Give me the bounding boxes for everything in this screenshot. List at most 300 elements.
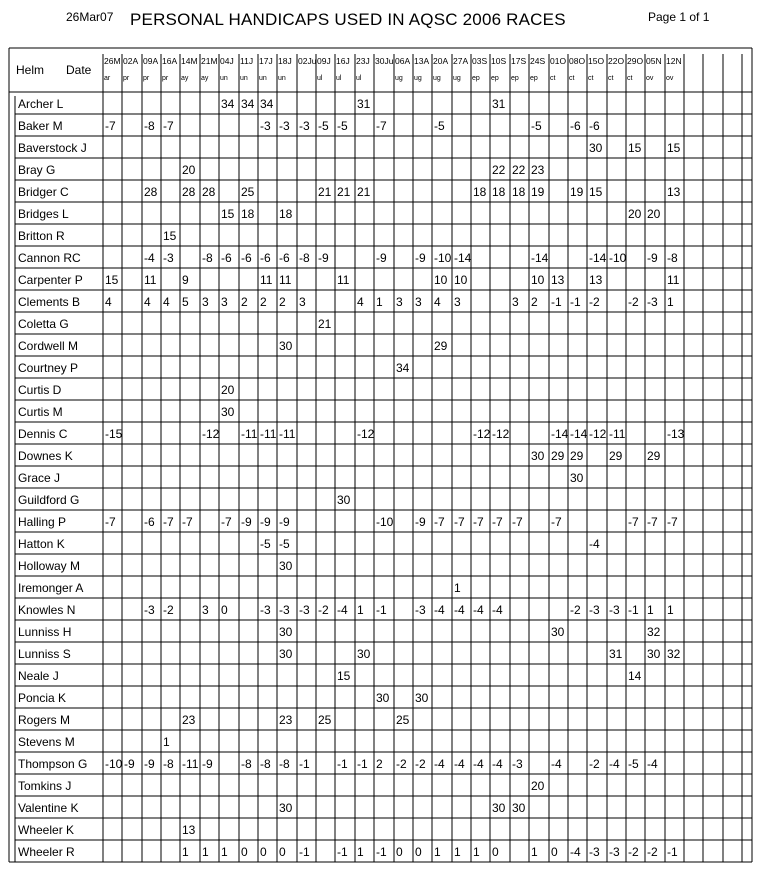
- handicap-cell: -7: [376, 119, 387, 133]
- handicap-cell: 25: [241, 185, 255, 199]
- handicap-cell: -3: [647, 295, 658, 309]
- handicap-cell: -5: [260, 537, 271, 551]
- race-date-header: 14M: [181, 56, 198, 66]
- handicap-cell: -10: [105, 757, 123, 771]
- handicap-cell: -1: [299, 845, 310, 859]
- handicap-cell: 3: [512, 295, 519, 309]
- handicap-cell: 3: [415, 295, 422, 309]
- race-date-header: 03S: [472, 56, 488, 66]
- handicap-cell: 20: [221, 383, 235, 397]
- race-date-header-suffix: ul: [356, 75, 362, 82]
- handicap-cell: 1: [357, 845, 364, 859]
- helm-name: Bray G: [18, 163, 56, 177]
- handicap-cell: 1: [667, 603, 674, 617]
- handicap-cell: -4: [551, 757, 562, 771]
- race-date-header: 16J: [336, 56, 350, 66]
- handicap-cell: -2: [570, 603, 581, 617]
- handicap-cell: -3: [279, 603, 290, 617]
- helm-name: Baker M: [18, 119, 63, 133]
- handicap-cell: 4: [357, 295, 364, 309]
- handicap-cell: 30: [531, 449, 545, 463]
- handicap-cell: 28: [202, 185, 216, 199]
- race-date-header: 29O: [627, 56, 644, 66]
- handicap-cell: -2: [589, 295, 600, 309]
- race-date-header: 10S: [491, 56, 507, 66]
- handicap-cell: 32: [667, 647, 681, 661]
- handicap-cell: 15: [163, 229, 177, 243]
- helm-name: Clements B: [18, 295, 81, 309]
- handicap-cell: -8: [667, 251, 678, 265]
- handicap-cell: -1: [357, 757, 368, 771]
- helm-name: Lunniss H: [18, 625, 72, 639]
- handicap-cell: 2: [376, 757, 383, 771]
- handicap-cell: 10: [434, 273, 448, 287]
- race-date-header: 27A: [453, 56, 469, 66]
- handicap-cell: -7: [667, 515, 678, 529]
- race-date-header: 04J: [220, 56, 234, 66]
- handicap-cell: 30: [279, 801, 293, 815]
- race-date-header: 17S: [511, 56, 527, 66]
- handicap-cell: -9: [124, 757, 135, 771]
- handicap-cell: 23: [279, 713, 293, 727]
- handicap-cell: 21: [337, 185, 351, 199]
- handicap-cell: 30: [221, 405, 235, 419]
- handicap-cell: 30: [415, 691, 429, 705]
- handicap-cell: 23: [531, 163, 545, 177]
- handicap-cell: 15: [105, 273, 119, 287]
- handicap-cell: -6: [279, 251, 290, 265]
- handicap-cell: 0: [221, 603, 228, 617]
- race-date-header-suffix: ay: [201, 75, 209, 82]
- handicap-cell: -4: [492, 603, 503, 617]
- handicap-cell: 5: [182, 295, 189, 309]
- handicap-cell: 22: [492, 163, 506, 177]
- handicap-cell: -10: [434, 251, 452, 265]
- race-date-header-suffix: ug: [453, 75, 461, 82]
- handicap-cell: 2: [241, 295, 248, 309]
- handicap-cell: -5: [628, 757, 639, 771]
- race-date-header-suffix: ov: [646, 75, 654, 82]
- handicap-cell: -9: [202, 757, 213, 771]
- handicap-cell: 2: [279, 295, 286, 309]
- helm-name: Wheeler K: [18, 823, 75, 837]
- handicap-cell: 1: [454, 581, 461, 595]
- helm-name: Bridges L: [18, 207, 69, 221]
- handicap-cell: 30: [279, 559, 293, 573]
- handicap-cell: 30: [589, 141, 603, 155]
- handicap-cell: -9: [647, 251, 658, 265]
- handicap-cell: -5: [279, 537, 290, 551]
- handicap-cell: 20: [182, 163, 196, 177]
- handicap-cell: 15: [589, 185, 603, 199]
- report-title: PERSONAL HANDICAPS USED IN AQSC 2006 RACES: [130, 10, 566, 29]
- handicap-cell: 21: [357, 185, 371, 199]
- handicap-cell: 31: [609, 647, 623, 661]
- handicap-cell: -2: [628, 295, 639, 309]
- handicap-cell: 13: [667, 185, 681, 199]
- handicap-cell: -9: [260, 515, 271, 529]
- helm-name: Lunniss S: [18, 647, 71, 661]
- race-date-header-suffix: ul: [336, 75, 342, 82]
- handicap-cell: 30: [512, 801, 526, 815]
- race-date-header: 15O: [588, 56, 605, 66]
- handicap-cell: 28: [144, 185, 158, 199]
- handicap-cell: 0: [396, 845, 403, 859]
- handicap-cell: 29: [570, 449, 584, 463]
- handicap-cell: -14: [551, 427, 569, 441]
- handicap-cell: 3: [202, 295, 209, 309]
- helm-name: Downes K: [18, 449, 73, 463]
- handicap-cell: -4: [589, 537, 600, 551]
- race-date-header: 24S: [530, 56, 546, 66]
- handicap-cell: -15: [105, 427, 123, 441]
- helm-name: Valentine K: [18, 801, 79, 815]
- handicap-cell: -3: [512, 757, 523, 771]
- helm-name: Knowles N: [18, 603, 76, 617]
- handicap-cell: 3: [299, 295, 306, 309]
- handicap-cell: 15: [221, 207, 235, 221]
- handicap-cell: 0: [551, 845, 558, 859]
- handicap-cell: 18: [512, 185, 526, 199]
- handicap-cell: 0: [279, 845, 286, 859]
- handicap-cell: -10: [609, 251, 627, 265]
- handicap-cell: 2: [531, 295, 538, 309]
- handicap-cell: 1: [473, 845, 480, 859]
- handicap-cell: 0: [241, 845, 248, 859]
- race-date-header: 01O: [550, 56, 567, 66]
- handicap-cell: 1: [182, 845, 189, 859]
- handicap-cell: 29: [551, 449, 565, 463]
- handicap-cell: -2: [628, 845, 639, 859]
- handicap-cell: -14: [589, 251, 607, 265]
- helm-name: Halling P: [18, 515, 67, 529]
- helm-name: Archer L: [18, 97, 64, 111]
- handicap-cell: 4: [434, 295, 441, 309]
- handicap-cell: 13: [182, 823, 196, 837]
- handicap-cell: -4: [492, 757, 503, 771]
- handicap-cell: -2: [163, 603, 174, 617]
- handicap-cell: 1: [667, 295, 674, 309]
- handicap-cell: 20: [628, 207, 642, 221]
- race-date-header-suffix: pr: [162, 75, 169, 82]
- race-date-header: 18J: [278, 56, 292, 66]
- handicap-cell: 30: [570, 471, 584, 485]
- helm-name: Britton R: [18, 229, 65, 243]
- handicap-cell: 1: [202, 845, 209, 859]
- handicap-cell: -6: [144, 515, 155, 529]
- handicap-cell: 15: [337, 669, 351, 683]
- handicap-cell: -4: [434, 603, 445, 617]
- handicap-cell: -4: [337, 603, 348, 617]
- handicap-cell: 0: [415, 845, 422, 859]
- handicap-cell: -2: [647, 845, 658, 859]
- race-date-header: 09J: [317, 56, 331, 66]
- handicap-cell: 11: [667, 273, 680, 287]
- handicap-cell: -7: [434, 515, 445, 529]
- handicap-cell: 9: [182, 273, 189, 287]
- race-date-header-suffix: ov: [666, 75, 674, 82]
- handicap-cell: 1: [647, 603, 654, 617]
- handicap-cell: 1: [357, 603, 364, 617]
- race-date-header-suffix: pr: [123, 75, 130, 82]
- handicap-cell: -3: [260, 603, 271, 617]
- handicap-cell: -1: [667, 845, 678, 859]
- handicap-cell: -4: [144, 251, 155, 265]
- handicap-cell: -7: [105, 515, 116, 529]
- handicap-cell: -3: [163, 251, 174, 265]
- handicap-cell: -7: [221, 515, 232, 529]
- handicap-cell: 3: [202, 603, 209, 617]
- handicap-cell: -1: [376, 603, 387, 617]
- handicap-cell: -3: [589, 845, 600, 859]
- helm-name: Wheeler R: [18, 845, 75, 859]
- handicap-cell: 29: [647, 449, 661, 463]
- handicap-cell: -3: [299, 603, 310, 617]
- race-date-header-suffix: pr: [143, 75, 150, 82]
- helm-name: Cannon RC: [18, 251, 81, 265]
- handicap-cell: -7: [473, 515, 484, 529]
- handicap-cell: 1: [221, 845, 228, 859]
- handicap-cell: 30: [279, 647, 293, 661]
- handicap-cell: 1: [531, 845, 538, 859]
- handicap-cell: 18: [473, 185, 487, 199]
- race-date-header-suffix: ar: [104, 75, 111, 82]
- handicap-cell: -7: [628, 515, 639, 529]
- handicap-cell: -8: [279, 757, 290, 771]
- helm-name: Tomkins J: [18, 779, 72, 793]
- helm-name: Dennis C: [18, 427, 68, 441]
- handicap-cell: -5: [434, 119, 445, 133]
- handicap-cell: 10: [531, 273, 545, 287]
- handicap-cell: -7: [512, 515, 523, 529]
- handicap-cell: 30: [337, 493, 351, 507]
- race-date-header-suffix: ug: [395, 75, 403, 82]
- handicap-cell: -8: [144, 119, 155, 133]
- page-number: Page 1 of 1: [648, 10, 710, 24]
- handicap-cell: -3: [589, 603, 600, 617]
- handicap-cell: 30: [279, 625, 293, 639]
- handicap-cell: 1: [434, 845, 441, 859]
- handicap-cell: 30: [376, 691, 390, 705]
- handicap-cell: 30: [647, 647, 661, 661]
- handicap-cell: 15: [667, 141, 681, 155]
- handicap-cell: -1: [337, 845, 348, 859]
- race-date-header-suffix: un: [240, 75, 248, 82]
- handicap-cell: -4: [434, 757, 445, 771]
- handicap-cell: -12: [357, 427, 375, 441]
- handicap-cell: -4: [647, 757, 658, 771]
- race-date-header-suffix: ul: [317, 75, 323, 82]
- handicap-cell: 34: [241, 97, 255, 111]
- handicap-cell: -8: [202, 251, 213, 265]
- handicap-cell: -4: [473, 603, 484, 617]
- handicap-cell: -5: [531, 119, 542, 133]
- handicap-cell: -6: [260, 251, 271, 265]
- race-date-header: 21M: [201, 56, 218, 66]
- race-date-header-suffix: un: [278, 75, 286, 82]
- handicap-cell: -13: [667, 427, 685, 441]
- race-date-header: 17J: [259, 56, 273, 66]
- handicap-cell: -2: [589, 757, 600, 771]
- race-date-header-suffix: ct: [588, 75, 594, 82]
- handicap-cell: 3: [454, 295, 461, 309]
- race-date-header: 05N: [646, 56, 662, 66]
- handicap-cell: -9: [241, 515, 252, 529]
- handicap-cell: 19: [531, 185, 545, 199]
- handicap-cell: -3: [260, 119, 271, 133]
- handicap-cell: 19: [570, 185, 584, 199]
- handicap-cell: 30: [551, 625, 565, 639]
- handicap-cell: -1: [376, 845, 387, 859]
- handicap-cell: 20: [647, 207, 661, 221]
- race-date-header-suffix: ct: [569, 75, 575, 82]
- race-date-header: 08O: [569, 56, 586, 66]
- race-date-header-suffix: ep: [511, 75, 519, 82]
- handicap-cell: 1: [454, 845, 461, 859]
- handicap-cell: 4: [105, 295, 112, 309]
- handicap-cell: -14: [531, 251, 549, 265]
- handicap-cell: -1: [299, 757, 310, 771]
- handicap-cell: -1: [337, 757, 348, 771]
- race-date-header-suffix: un: [220, 75, 228, 82]
- handicap-cell: 30: [492, 801, 506, 815]
- date-column-label: Date: [66, 63, 92, 77]
- handicap-cell: 0: [492, 845, 499, 859]
- helm-name: Curtis M: [18, 405, 63, 419]
- handicap-cell: 14: [628, 669, 642, 683]
- handicap-cell: -7: [105, 119, 116, 133]
- helm-name: Stevens M: [18, 735, 75, 749]
- handicap-cell: -12: [473, 427, 491, 441]
- handicap-cell: -3: [609, 845, 620, 859]
- race-date-header-suffix: ct: [608, 75, 614, 82]
- handicap-cell: 11: [144, 273, 157, 287]
- handicap-cell: 1: [163, 735, 170, 749]
- handicap-cell: -3: [144, 603, 155, 617]
- handicap-cell: -9: [415, 515, 426, 529]
- handicap-cell: 32: [647, 625, 661, 639]
- handicap-cell: 1: [376, 295, 383, 309]
- handicap-cell: -3: [279, 119, 290, 133]
- helm-name: Holloway M: [18, 559, 81, 573]
- race-date-header: 20A: [433, 56, 449, 66]
- helm-name: Cordwell M: [18, 339, 79, 353]
- helm-name: Rogers M: [18, 713, 71, 727]
- handicap-cell: 29: [434, 339, 448, 353]
- handicap-cell: -4: [570, 845, 581, 859]
- handicap-cell: 18: [492, 185, 506, 199]
- race-date-header-suffix: ct: [550, 75, 556, 82]
- handicap-cell: 34: [260, 97, 274, 111]
- handicap-cell: -5: [337, 119, 348, 133]
- handicap-cell: -12: [202, 427, 220, 441]
- handicap-cell: -2: [415, 757, 426, 771]
- race-date-header: 02Ju: [298, 56, 317, 66]
- handicap-cell: -8: [299, 251, 310, 265]
- handicap-cell: -9: [144, 757, 155, 771]
- handicap-cell: 0: [260, 845, 267, 859]
- race-date-header-suffix: ep: [530, 75, 538, 82]
- helm-name: Neale J: [18, 669, 59, 683]
- helm-name: Carpenter P: [18, 273, 83, 287]
- helm-column-label: Helm: [16, 63, 45, 77]
- race-date-header: 09A: [143, 56, 159, 66]
- handicap-cell: -6: [570, 119, 581, 133]
- handicap-cell: -7: [163, 515, 174, 529]
- handicap-cell: 10: [454, 273, 468, 287]
- race-date-header: 26M: [104, 56, 121, 66]
- handicap-cell: 11: [279, 273, 292, 287]
- handicap-cell: -6: [589, 119, 600, 133]
- handicap-cell: -14: [454, 251, 472, 265]
- handicap-cell: -3: [415, 603, 426, 617]
- handicap-cell: -8: [241, 757, 252, 771]
- handicap-cell: -11: [182, 757, 199, 771]
- helm-name: Curtis D: [18, 383, 62, 397]
- handicap-cell: 3: [221, 295, 228, 309]
- race-date-header: 02A: [123, 56, 139, 66]
- handicap-cell: 22: [512, 163, 526, 177]
- helm-name: Courtney P: [18, 361, 79, 375]
- race-date-header: 16A: [162, 56, 178, 66]
- race-date-header-suffix: ug: [433, 75, 441, 82]
- helm-name: Hatton K: [18, 537, 65, 551]
- handicap-cell: -9: [415, 251, 426, 265]
- helm-name: Grace J: [18, 471, 61, 485]
- handicap-cell: 18: [279, 207, 293, 221]
- race-date-header-suffix: ug: [414, 75, 422, 82]
- race-date-header-suffix: ep: [491, 75, 499, 82]
- handicap-cell: 28: [182, 185, 196, 199]
- helm-name: Baverstock J: [18, 141, 87, 155]
- handicap-cell: 21: [318, 317, 332, 331]
- handicap-cell: 25: [396, 713, 410, 727]
- race-date-header-suffix: ct: [627, 75, 633, 82]
- handicap-cell: 3: [396, 295, 403, 309]
- handicap-cell: -11: [260, 427, 277, 441]
- handicap-cell: 13: [551, 273, 565, 287]
- handicap-cell: 11: [337, 273, 350, 287]
- handicap-cell: 30: [357, 647, 371, 661]
- handicap-cell: -7: [492, 515, 503, 529]
- handicap-cell: -7: [454, 515, 465, 529]
- handicap-cell: -6: [221, 251, 232, 265]
- handicap-cell: -12: [589, 427, 607, 441]
- handicap-cell: 34: [396, 361, 410, 375]
- handicap-cell: -12: [492, 427, 510, 441]
- handicap-cell: -6: [241, 251, 252, 265]
- helm-name: Guildford G: [18, 493, 80, 507]
- handicap-cell: -9: [279, 515, 290, 529]
- handicap-cell: 20: [531, 779, 545, 793]
- race-date-header-suffix: un: [259, 75, 267, 82]
- handicap-cell: -3: [609, 603, 620, 617]
- handicap-cell: -2: [396, 757, 407, 771]
- handicap-cell: 13: [589, 273, 603, 287]
- helm-name: Coletta G: [18, 317, 69, 331]
- race-date-header: 13A: [414, 56, 430, 66]
- race-date-header: 11J: [240, 56, 254, 66]
- race-date-header: 22O: [608, 56, 625, 66]
- handicap-cell: -14: [570, 427, 588, 441]
- handicap-cell: -1: [570, 295, 581, 309]
- handicap-cell: 25: [318, 713, 332, 727]
- handicap-cell: 23: [182, 713, 196, 727]
- helm-name: Bridger C: [18, 185, 69, 199]
- handicap-cell: -8: [260, 757, 271, 771]
- helm-name: Poncia K: [18, 691, 67, 705]
- helm-name: Iremonger A: [18, 581, 84, 595]
